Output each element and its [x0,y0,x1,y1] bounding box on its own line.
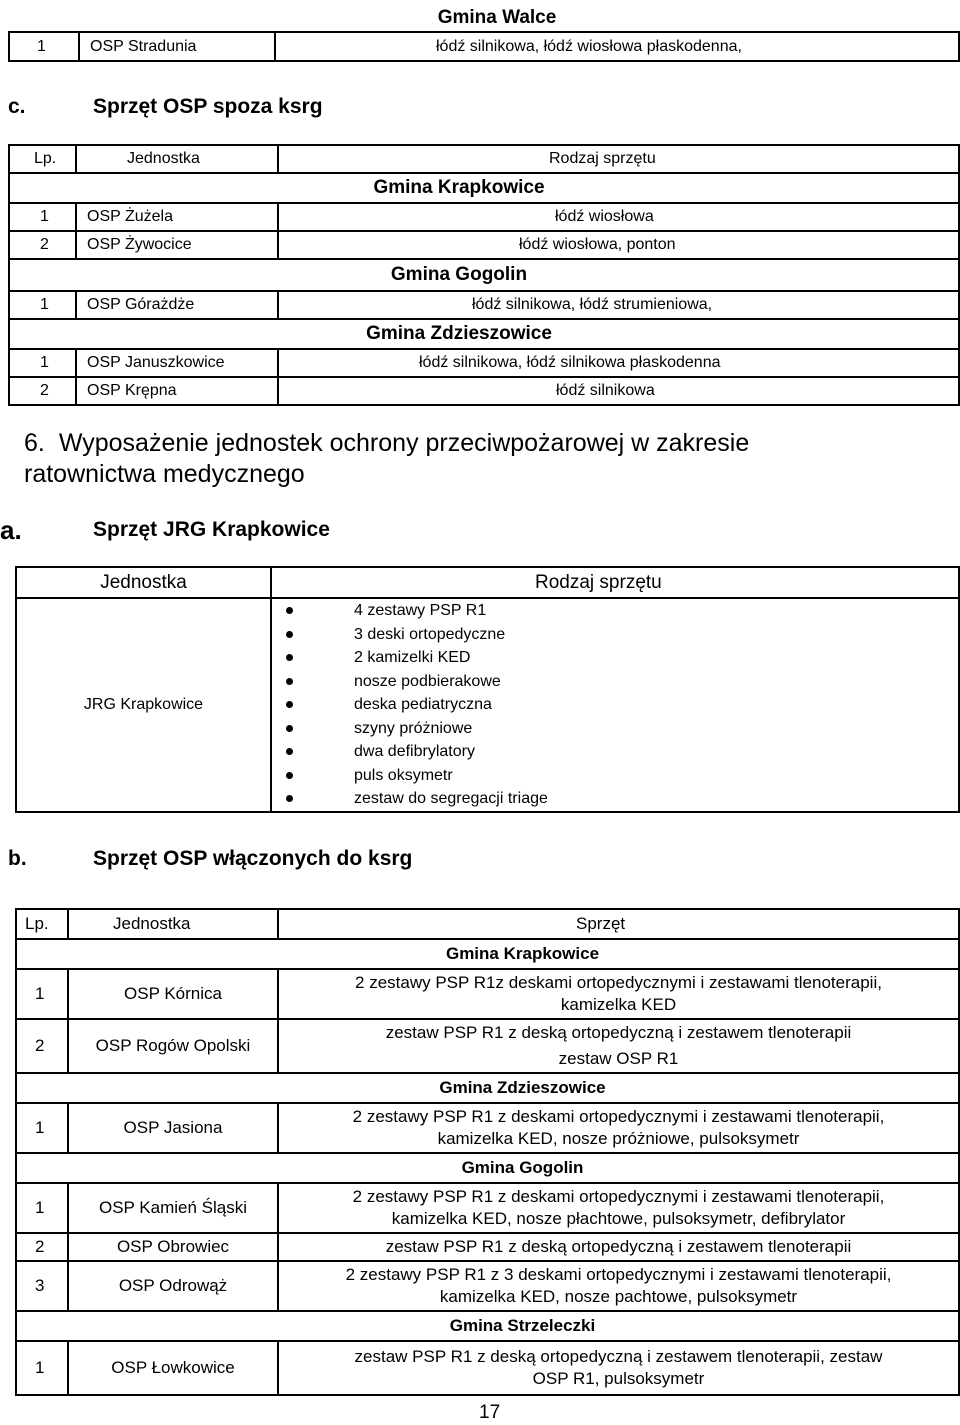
unit-cell: OSP Odrowąż [68,1261,278,1311]
equipment-cell: łódź wiosłowa, ponton [278,231,959,259]
lp-cell: 1 [16,969,68,1019]
section-b-heading [8,847,413,871]
section-6-heading [24,428,954,490]
unit-cell: OSP Górażdże [76,291,278,319]
equipment-cell [278,1183,959,1233]
equipment-line: zestaw OSP R1 [558,1049,679,1068]
unit-cell: OSP Obrowiec [68,1233,278,1261]
equipment-cell: łódź silnikowa, łódź strumieniowa, [278,291,959,319]
gmina-heading: Gmina Strzeleczki [16,1311,959,1341]
lp-cell: 3 [16,1261,68,1311]
section-letter: a. [0,515,22,545]
equipment-cell [278,1019,959,1073]
lp-cell: 1 [16,1183,68,1233]
equipment-line: 2 zestawy PSP R1 z 3 deskami ortopedycznymi i zestawami tlenoterapii, [345,1265,892,1284]
list-item: 3 deski ortopedyczne [354,623,958,647]
section-a-heading [0,515,330,546]
gmina-heading: Gmina Gogolin [9,259,959,291]
unit-cell: OSP Krępna [76,377,278,405]
equipment-line: kamizelka KED, nosze próżniowe, pulsoksymetr [437,1129,800,1148]
header-equipment: Sprzęt [278,909,959,939]
lp-cell: 1 [9,203,76,231]
unit-cell: JRG Krapkowice [16,598,271,812]
lp-cell: 2 [9,377,76,405]
lp-cell: 1 [9,291,76,319]
header-equipment: Rodzaj sprzętu [278,145,959,173]
unit-cell: OSP Januszkowice [76,349,278,377]
table-row [16,1341,959,1395]
equipment-cell [278,1103,959,1153]
equipment-line: kamizelka KED, nosze pachtowe, pulsoksymetr [439,1287,798,1306]
list-item: dwa defibrylatory [354,740,958,764]
unit-cell: OSP Kamień Śląski [68,1183,278,1233]
lp-cell: 2 [16,1233,68,1261]
table-header-row [16,909,959,939]
section-title-line1: Wyposażenie jednostek ochrony przeciwpożarowej w zakresie [58,429,750,457]
list-item: nosze podbierakowe [354,670,958,694]
list-item: szyny próżniowe [354,717,958,741]
list-item: puls oksymetr [354,764,958,788]
section-number: 6. [24,429,45,457]
unit-cell: OSP Rogów Opolski [68,1019,278,1073]
page-number: 17 [479,1402,501,1423]
equipment-list [272,599,958,811]
equipment-cell: łódź silnikowa, łódź silnikowa płaskodenna [278,349,959,377]
equipment-cell: łódź silnikowa [278,377,959,405]
lp-cell: 1 [16,1103,68,1153]
header-unit: Jednostka [16,567,271,598]
equipment-cell [278,1261,959,1311]
equipment-cell: łódź wiosłowa [278,203,959,231]
lp-cell: 2 [9,231,76,259]
section-c-heading [8,95,323,119]
section-letter: c. [8,95,26,118]
table-row [16,969,959,1019]
table-osp-spoza-ksrg [8,144,960,406]
lp-cell: 1 [9,32,79,61]
equipment-line: 2 zestawy PSP R1 z deskami ortopedycznymi i zestawami tlenoterapii, [352,1187,885,1206]
equipment-list-cell [271,598,959,812]
table-row [16,1261,959,1311]
unit-cell: OSP Żywocice [76,231,278,259]
equipment-line: 2 zestawy PSP R1 z deskami ortopedycznymi i zestawami tlenoterapii, [352,1107,885,1126]
table-jrg-krapkowice [15,566,960,813]
header-lp: Lp. [9,145,76,173]
list-item: 4 zestawy PSP R1 [354,599,958,623]
gmina-heading: Gmina Zdzieszowice [16,1073,959,1103]
table-osp-ksrg [15,908,960,1396]
equipment-cell [278,969,959,1019]
table-row [16,1103,959,1153]
header-equipment: Rodzaj sprzętu [271,567,959,598]
equipment-line: zestaw PSP R1 z deską ortopedyczną i zestawem tlenoterapii [385,1237,852,1256]
table-row [9,377,959,405]
equipment-line: zestaw PSP R1 z deską ortopedyczną i zestawem tlenoterapii [385,1023,852,1042]
table-row [9,291,959,319]
equipment-cell [278,1233,959,1261]
list-item: 2 kamizelki KED [354,646,958,670]
lp-cell: 1 [16,1341,68,1395]
section-title: Sprzęt OSP spoza ksrg [93,95,323,118]
gmina-heading: Gmina Walce [437,6,557,28]
table-row [9,349,959,377]
unit-cell: OSP Jasiona [68,1103,278,1153]
list-item: deska pediatryczna [354,693,958,717]
section-letter: b. [8,847,27,870]
unit-cell: OSP Stradunia [79,32,275,61]
equipment-line: zestaw PSP R1 z deską ortopedyczną i zestawem tlenoterapii, zestaw [354,1347,883,1366]
gmina-heading: Gmina Gogolin [16,1153,959,1183]
section-title: Sprzęt JRG Krapkowice [93,518,330,541]
table-header-row [9,145,959,173]
unit-cell: OSP Żużela [76,203,278,231]
header-unit: Jednostka [76,145,278,173]
equipment-cell [278,1341,959,1395]
equipment-line: kamizelka KED, nosze płachtowe, pulsoksymetr, defibrylator [391,1209,846,1228]
gmina-heading: Gmina Krapkowice [9,173,959,203]
unit-cell: OSP Łowkowice [68,1341,278,1395]
equipment-line: OSP R1, pulsoksymetr [532,1369,705,1388]
list-item: zestaw do segregacji triage [354,787,958,811]
section-title-line2: ratownictwa medycznego [24,460,305,488]
table-header-row [16,567,959,598]
table-row [16,1183,959,1233]
equipment-cell: łódź silnikowa, łódź wiosłowa płaskodenna, [275,32,959,61]
gmina-heading: Gmina Zdzieszowice [9,319,959,349]
table-row [16,598,959,812]
header-unit: Jednostka [68,909,278,939]
lp-cell: 2 [16,1019,68,1073]
section-title: Sprzęt OSP włączonych do ksrg [93,847,413,870]
header-lp: Lp. [16,909,68,939]
table-row [9,231,959,259]
table-row [9,32,959,61]
unit-cell: OSP Kórnica [68,969,278,1019]
table-osp-walce [8,4,960,62]
table-row [16,1019,959,1073]
table-row [16,1233,959,1261]
equipment-line: kamizelka KED [560,995,677,1014]
table-row [9,203,959,231]
lp-cell: 1 [9,349,76,377]
equipment-line: 2 zestawy PSP R1z deskami ortopedycznymi i zestawami tlenoterapii, [355,973,882,992]
gmina-heading: Gmina Krapkowice [16,939,959,969]
